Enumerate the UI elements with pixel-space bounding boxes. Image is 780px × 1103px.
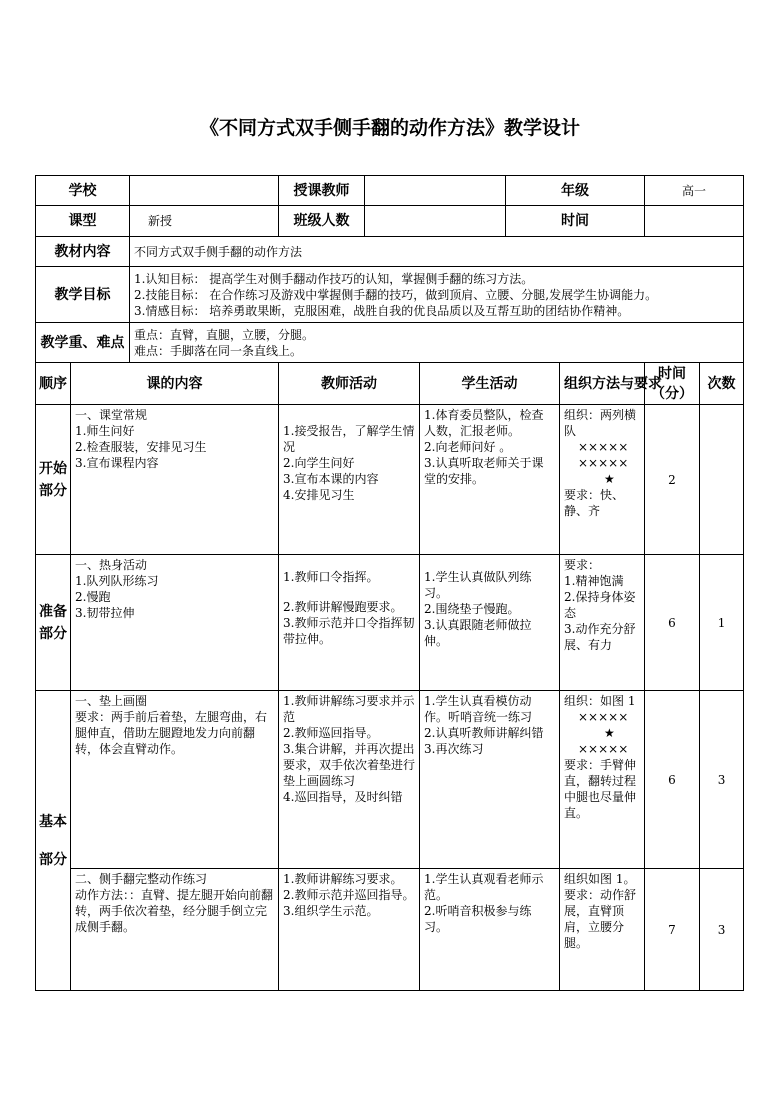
teacher-line: 3.集合讲解，并再次提出要求，双手依次着垫进行垫上画圆练习: [283, 742, 416, 788]
goal-item: 1.认知目标： 提高学生对侧手翻动作技巧的认知，掌握侧手翻的练习方法。: [134, 271, 534, 286]
formation-row: ×××××: [578, 440, 629, 454]
basic-part1-student: [420, 691, 560, 869]
basic-part1-time: 6: [645, 691, 700, 869]
basic-part2-student: [420, 869, 560, 991]
teacher-line: 2.教师讲解慢跑要求。: [283, 600, 403, 614]
start-section-row: [36, 405, 744, 555]
prep-method: [560, 555, 645, 691]
content-line: 二、侧手翻完整动作练习: [75, 872, 208, 886]
school-value: [130, 176, 279, 206]
method-line: 2.保持身体姿态: [564, 590, 636, 620]
basic-part1-content: [71, 691, 279, 869]
goals-list: [130, 267, 744, 323]
method-line: 要求：手臂伸直，翻转过程中腿也尽量伸直。: [564, 758, 637, 820]
basic-part2-time: 7: [645, 869, 700, 991]
formation-row: ×××××: [578, 742, 629, 756]
student-line: 1.学生认真观看老师示范。: [424, 872, 544, 902]
content-line: 3.韧带拉伸: [75, 606, 135, 620]
goals-row: [36, 267, 744, 323]
material-label: 教材内容: [36, 237, 130, 267]
basic-part2-content: [71, 869, 279, 991]
teacher-line: 3.组织学生示范。: [283, 904, 379, 918]
method-line: 要求：: [564, 558, 601, 572]
prep-student: [420, 555, 560, 691]
student-line: 2.向老师问好 。: [424, 440, 512, 454]
method-line: 要求：动作舒展，直臂顶肩，立腰分腿。: [564, 888, 637, 950]
goal-item: 2.技能目标： 在合作练习及游戏中掌握侧手翻的技巧，做到顶肩、立腰、分腿,发展学生协调能力。: [134, 287, 658, 302]
prep-teacher: [279, 555, 420, 691]
student-line: 3.认真听取老师关于课堂的安排。: [424, 456, 544, 486]
basic-part1-method: [560, 691, 645, 869]
keypoint-item: 难点：手脚落在同一条直线上。: [134, 343, 303, 358]
header-content: 课的内容: [71, 363, 279, 405]
teacher-star-icon: ★: [604, 472, 615, 486]
section-name-basic: 基本部分: [36, 691, 71, 991]
start-count: [700, 405, 744, 555]
student-line: 2.认真听教师讲解纠错: [424, 726, 544, 740]
student-line: 1.体育委员整队，检查人数，汇报老师。: [424, 408, 544, 438]
info-row-2: [36, 206, 744, 237]
content-line: 一、热身活动: [75, 558, 148, 572]
student-line: 1.学生认真做队列练习。: [424, 570, 532, 600]
column-header-row: [36, 363, 744, 405]
header-order: 顺序: [36, 363, 71, 405]
basic-part2-count: 3: [700, 869, 744, 991]
material-row: [36, 237, 744, 267]
time-label: 时间: [506, 206, 645, 237]
teacher-line: 4.巡回指导，及时纠错: [283, 790, 403, 804]
basic-part1-row: [36, 691, 744, 869]
basic-part2-teacher: [279, 869, 420, 991]
teacher-star-icon: ★: [604, 726, 615, 740]
method-line: 要求：快、静、齐: [564, 488, 625, 518]
prep-section-row: [36, 555, 744, 691]
basic-part1-teacher: [279, 691, 420, 869]
teacher-line: 3.宣布本课的内容: [283, 472, 379, 486]
teacher-line: 4.安排见习生: [283, 488, 355, 502]
school-label: 学校: [36, 176, 130, 206]
teacher-line: 2.教师示范并巡回指导。: [283, 888, 415, 902]
start-time: 2: [645, 405, 700, 555]
teacher-line: 1.教师讲解练习要求并示范: [283, 694, 415, 724]
method-line: 组织：如图 1: [564, 694, 636, 708]
content-line: 动作方法：：直臂、提左腿开始向前翻转，两手依次着垫，经分腿手倒立完成侧手翻。: [75, 888, 274, 934]
start-student: [420, 405, 560, 555]
student-line: 1.学生认真看模仿动作。听哨音统一练习: [424, 694, 533, 724]
method-line: 3.动作充分舒展、有力: [564, 622, 636, 652]
student-line: 2.围绕垫子慢跑。: [424, 602, 520, 616]
keypoints-row: [36, 323, 744, 363]
start-method: [560, 405, 645, 555]
prep-content: [71, 555, 279, 691]
time-value: [645, 206, 744, 237]
teacher-value: [365, 176, 506, 206]
content-line: 1.师生问好: [75, 424, 135, 438]
type-label: 课型: [36, 206, 130, 237]
teacher-line: 2.向学生问好: [283, 456, 355, 470]
header-time: 时间（分）: [645, 363, 700, 405]
teacher-line: 3.教师示范并口令指挥韧带拉伸。: [283, 616, 415, 646]
keypoints-label: 教学重、难点: [36, 323, 130, 363]
teacher-line: 2.教师巡回指导。: [283, 726, 379, 740]
basic-part2-method: [560, 869, 645, 991]
prep-time: 6: [645, 555, 700, 691]
teacher-line: 1.教师口令指挥。: [283, 570, 379, 584]
teacher-line: 1.教师讲解练习要求。: [283, 872, 403, 886]
formation-row: ×××××: [578, 710, 629, 724]
lesson-plan-table: [35, 175, 744, 991]
goal-item: 3.情感目标： 培养勇敢果断，克服困难，战胜自我的优良品质以及互帮互助的团结协作精神。: [134, 303, 630, 318]
student-line: 3.再次练习: [424, 742, 484, 756]
teacher-line: 1.接受报告，了解学生情况: [283, 424, 415, 454]
formation-row: ×××××: [578, 456, 629, 470]
type-value: 新授: [130, 206, 279, 237]
student-line: 2.听哨音积极参与练习。: [424, 904, 532, 934]
content-line: 一、垫上画圈: [75, 694, 148, 708]
grade-label: 年级: [506, 176, 645, 206]
basic-part1-count: 3: [700, 691, 744, 869]
class-size-label: 班级人数: [279, 206, 365, 237]
content-line: 3.宣布课程内容: [75, 456, 159, 470]
prep-count: 1: [700, 555, 744, 691]
info-row-1: [36, 176, 744, 206]
teacher-label: 授课教师: [279, 176, 365, 206]
header-method: 组织方法与要求: [560, 363, 645, 405]
start-content: [71, 405, 279, 555]
class-size-value: [365, 206, 506, 237]
content-line: 1.队列队形练习: [75, 574, 159, 588]
basic-part2-row: [36, 869, 744, 991]
section-name-start: 开始部分: [36, 405, 71, 555]
header-student: 学生活动: [420, 363, 560, 405]
content-line: 一、课堂常规: [75, 408, 148, 422]
material-value: 不同方式双手侧手翻的动作方法: [130, 237, 744, 267]
section-name-prep: 准备部分: [36, 555, 71, 691]
method-line: 组织：两列横队: [564, 408, 637, 438]
student-line: 3.认真跟随老师做拉伸。: [424, 618, 532, 648]
start-teacher: [279, 405, 420, 555]
goals-label: 教学目标: [36, 267, 130, 323]
method-line: 组织如图 1。: [564, 872, 636, 886]
content-line: 2.检查服装，安排见习生: [75, 440, 207, 454]
content-line: 要求：两手前后着垫，左腿弯曲，右腿伸直，借助左腿蹬地发力向前翻转，体会直臂动作。: [75, 710, 268, 756]
header-count: 次数: [700, 363, 744, 405]
method-line: 1.精神饱满: [564, 574, 624, 588]
document-title: 《不同方式双手侧手翻的动作方法》教学设计: [199, 117, 580, 139]
header-teacher: 教师活动: [279, 363, 420, 405]
keypoints-list: [130, 323, 744, 363]
grade-value: 高一: [645, 176, 744, 206]
keypoint-item: 重点：直臂，直腿，立腰，分腿。: [134, 327, 315, 342]
content-line: 2.慢跑: [75, 590, 111, 604]
